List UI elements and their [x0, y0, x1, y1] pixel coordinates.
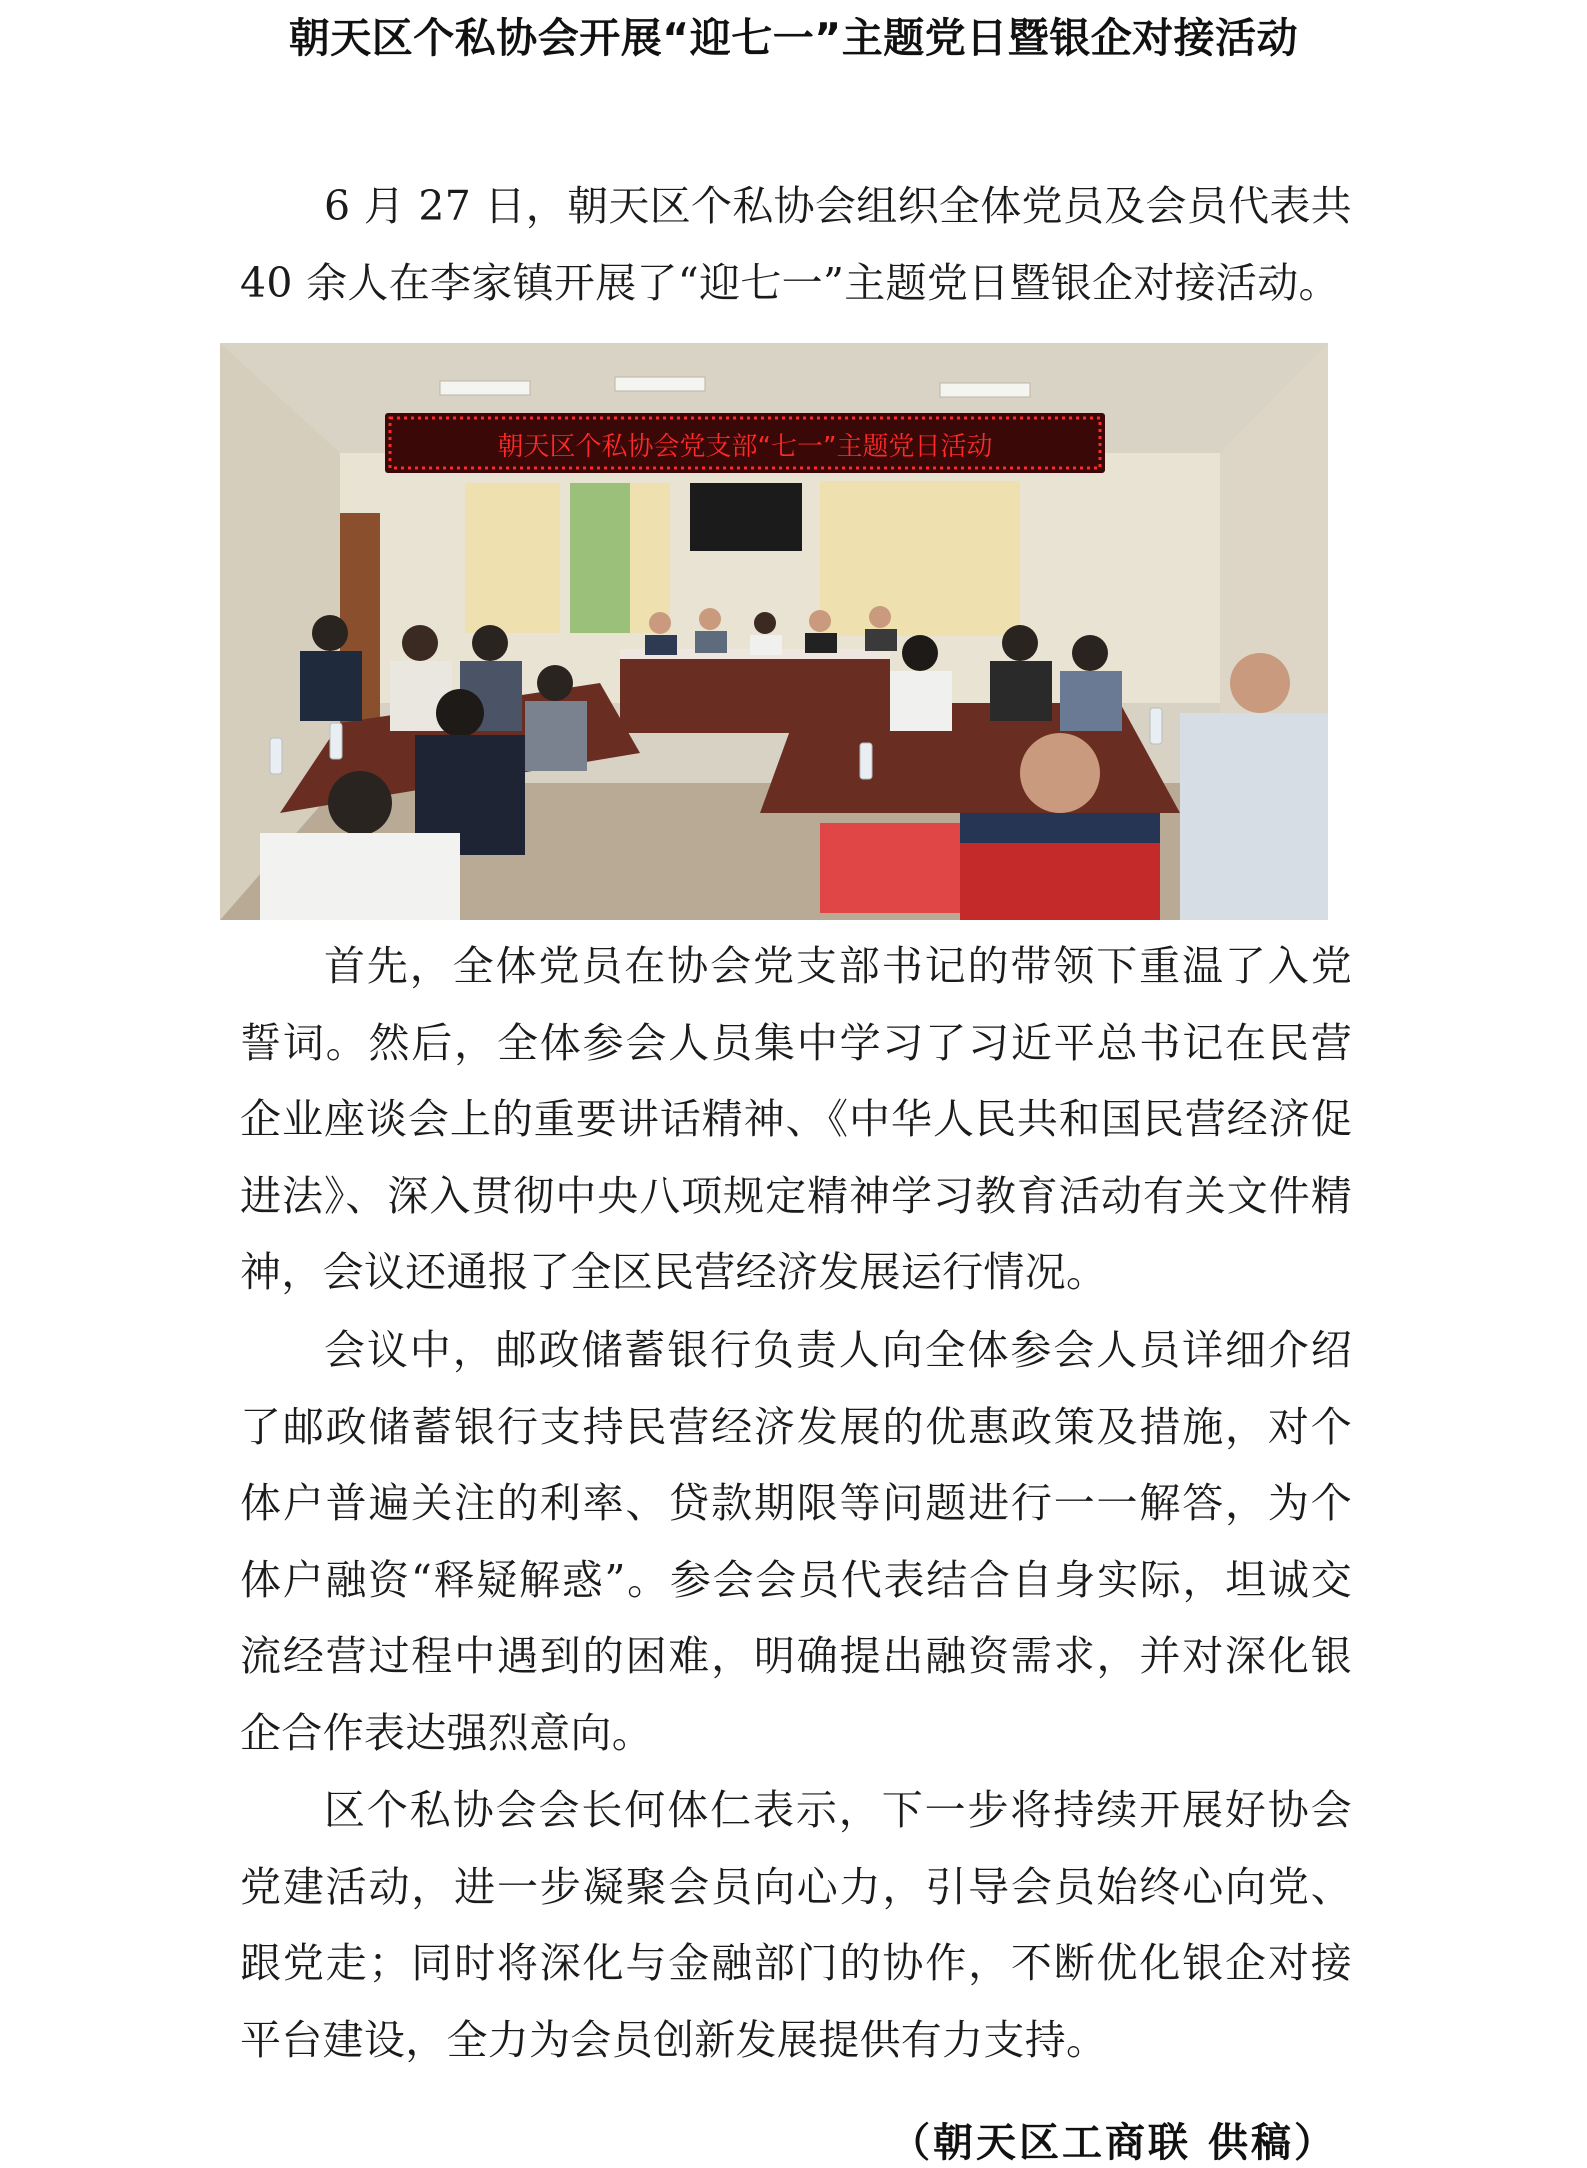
ceiling-light — [615, 377, 705, 391]
ceiling-light — [440, 381, 530, 395]
banner-text: 朝天区个私协会党支部“七一”主题党日活动 — [497, 432, 993, 462]
article-title: 朝天区个私协会开展“迎七一”主题党日暨银企对接活动 — [288, 14, 1299, 62]
paragraph-1: 6 月 27 日，朝天区个私协会组织全体党员及会员代表共 40 余人在李家镇开展了“迎七一”主题党日暨银企对接活动。 — [240, 182, 1352, 307]
ceiling-light — [940, 383, 1030, 397]
curtain-left-2 — [630, 483, 670, 633]
television — [690, 483, 802, 551]
curtain-left — [465, 483, 560, 633]
meeting-photo — [220, 343, 1328, 920]
paragraph-4: 区个私协会会长何体仁表示，下一步将持续开展好协会党建活动，进一步凝聚会员向心力，引导会员始终心向党、跟党走；同时将深化与金融部门的协作，不断优化银企对接平台建设，全力为会员创新发展提供有力支持。 — [240, 1786, 1352, 2064]
paragraph-2: 首先，全体党员在协会党支部书记的带领下重温了入党誓词。然后，全体参会人员集中学习了习近平总书记在民营企业座谈会上的重要讲话精神、《中华人民共和国民营经济促进法》、深入贯彻中央八项规定精神学习教育活动有关文件精神，会议还通报了全区民营经济发展运行情况。 — [240, 942, 1352, 1296]
article-credit: （朝天区工商联 供稿） — [890, 2120, 1337, 2166]
curtain-right — [820, 481, 1020, 636]
red-table-cover — [820, 823, 970, 913]
window-view — [570, 483, 630, 633]
paragraph-3: 会议中，邮政储蓄银行负责人向全体参会人员详细介绍了邮政储蓄银行支持民营经济发展的优惠政策及措施，对个体户普遍关注的利率、贷款期限等问题进行一一解答，为个体户融资“释疑解惑”。参会会员代表结合自身实际，坦诚交流经营过程中遇到的困难，明确提出融资需求，并对深化银企合作表达强烈意向。 — [240, 1326, 1352, 1757]
